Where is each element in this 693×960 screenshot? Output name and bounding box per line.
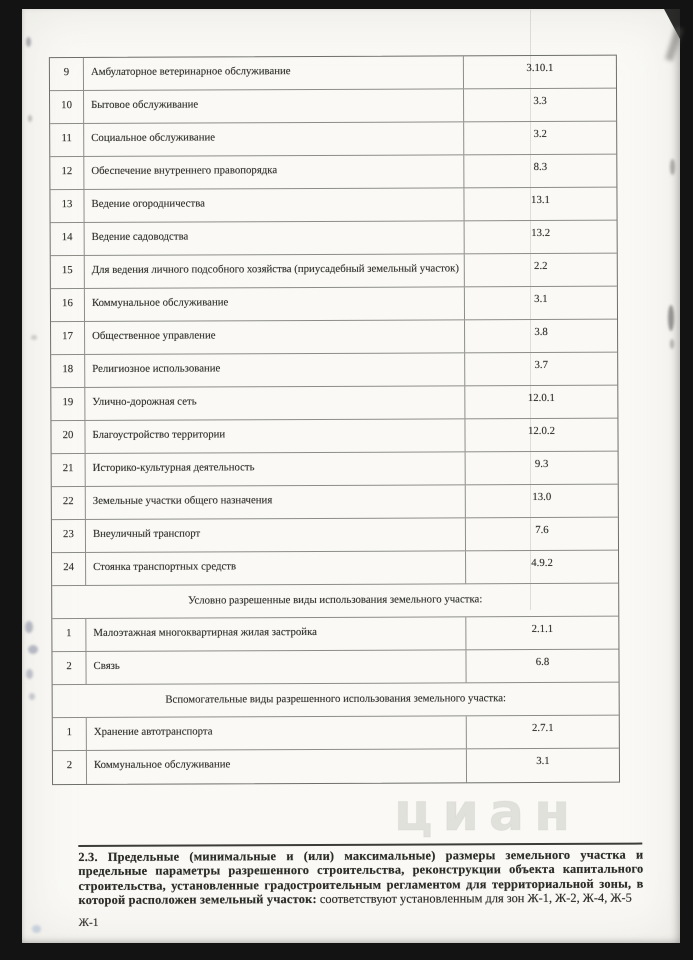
row-code-cell: 2.2	[534, 259, 548, 273]
row-code-cell: 3.1	[534, 292, 548, 306]
table-row	[51, 419, 617, 454]
row-label-cell: Улично-дорожная сеть	[85, 386, 465, 420]
row-code-cell: 3.8	[534, 325, 548, 339]
row-number-cell: 13	[50, 190, 84, 222]
paragraph-divider	[78, 843, 642, 847]
section-header-row	[53, 683, 619, 718]
margin-pencil-mark	[26, 669, 33, 679]
row-code-cell: 2.7.1	[531, 721, 554, 735]
row-label-cell: Внеуличный транспорт	[86, 518, 466, 552]
row-number-cell: 12	[50, 157, 84, 189]
table-row	[52, 485, 618, 520]
zone-footer-label: Ж-1	[78, 916, 99, 930]
table-row	[53, 749, 619, 784]
row-code-cell: 7.6	[535, 523, 549, 537]
row-number-cell: 16	[51, 289, 85, 321]
margin-smudge	[31, 335, 37, 340]
row-label-cell: Малоэтажная многоквартирная жилая застройка	[86, 617, 466, 651]
row-number-cell: 21	[52, 454, 86, 486]
edge-smudge	[670, 339, 674, 349]
row-number-cell: 2	[52, 652, 86, 684]
table-row	[50, 155, 616, 190]
table-row	[50, 56, 616, 91]
row-number-cell: 10	[50, 91, 84, 123]
row-number-cell: 18	[51, 355, 85, 387]
row-code-cell: 3.2	[533, 127, 547, 141]
row-code-cell: 12.0.2	[527, 424, 556, 438]
edge-smudge	[670, 159, 675, 175]
row-number-cell: 19	[51, 388, 85, 420]
row-label-cell: Коммунальное обслуживание	[87, 749, 467, 784]
row-code-cell: 3.1	[536, 754, 550, 768]
table-row	[51, 386, 617, 421]
row-number-cell: 22	[52, 487, 86, 519]
row-label-cell: Обеспечение внутреннего правопорядка	[84, 155, 464, 189]
margin-pencil-mark	[25, 621, 33, 633]
section-header-auxiliary-uses: Вспомогательные виды разрешенного использования земельного участка:	[165, 692, 507, 706]
row-code-cell: 13.1	[531, 193, 550, 207]
row-code-cell: 12.0.1	[527, 391, 555, 405]
row-label-cell: Благоустройство территории	[85, 419, 465, 453]
row-number-cell: 9	[50, 58, 84, 90]
row-label-cell: Для ведения личного подсобного хозяйства (приусадебный земельный участок)	[85, 254, 465, 288]
row-number-cell: 17	[51, 322, 85, 354]
row-number-cell: 20	[51, 421, 85, 453]
row-label-cell: Ведение огородничества	[84, 188, 464, 222]
margin-pencil-mark	[29, 693, 35, 700]
edge-smudge	[668, 305, 674, 331]
section-header-row	[52, 584, 618, 619]
table-row	[51, 287, 617, 322]
row-label-cell: Религиозное использование	[85, 353, 465, 387]
row-code-cell: 3.3	[533, 94, 547, 108]
document-page	[22, 9, 680, 943]
row-code-cell: 13.0	[532, 490, 552, 504]
table-row	[51, 320, 617, 355]
land-use-table	[49, 55, 620, 785]
table-row	[50, 89, 616, 124]
row-code-cell: 8.3	[533, 160, 548, 174]
margin-smudge	[26, 37, 31, 47]
row-label-cell: Земельные участки общего назначения	[86, 485, 466, 519]
row-label-cell: Бытовое обслуживание	[84, 89, 464, 123]
row-number-cell: 1	[53, 718, 87, 750]
table-row	[50, 122, 616, 157]
row-label-cell: Связь	[86, 650, 466, 684]
row-code-cell: 3.7	[534, 358, 548, 372]
row-label-cell: Коммунальное обслуживание	[85, 287, 465, 321]
paragraph-bold-text: 2.3. Предельные (минимальные и (или) максимальные) размеры земельного участка и предельные параметры разрешенного строительства, реконструкции объекта капитального строительства, установленные градостроительным регламентом для территориальной зоны, в которой расположен земельный участок:	[78, 847, 644, 907]
row-label-cell: Стоянка транспортных средств	[86, 551, 466, 585]
row-number-cell: 14	[51, 223, 85, 255]
row-number-cell: 15	[51, 256, 85, 288]
row-code-cell: 2.1.1	[531, 622, 554, 636]
row-code-cell: 13.2	[531, 226, 551, 240]
margin-pencil-mark	[28, 645, 38, 654]
table-row	[52, 617, 618, 652]
row-code-cell: 9.3	[534, 457, 549, 471]
row-number-cell: 24	[52, 553, 86, 585]
row-label-cell: Социальное обслуживание	[84, 122, 464, 156]
row-code-cell: 6.8	[535, 655, 550, 669]
cian-watermark: циан	[394, 783, 580, 843]
row-label-cell: Ведение садоводства	[85, 221, 465, 255]
table-row	[52, 650, 618, 685]
page-content	[22, 6, 684, 943]
table-row	[52, 518, 618, 553]
row-number-cell: 23	[52, 520, 86, 552]
table-row	[50, 188, 616, 223]
row-code-cell: 4.9.2	[531, 556, 553, 570]
row-number-cell: 11	[50, 124, 84, 156]
row-number-cell: 2	[53, 751, 87, 784]
table-row	[51, 254, 617, 289]
section-2-3-paragraph	[78, 848, 643, 908]
margin-smudge	[32, 925, 41, 933]
row-label-cell: Общественное управление	[85, 320, 465, 354]
row-label-cell: Историко-культурная деятельность	[86, 452, 466, 486]
paragraph-normal-text: соответствуют установленным для зон Ж-1, Ж-2, Ж-4, Ж-5	[316, 890, 632, 906]
margin-smudge	[28, 115, 32, 122]
row-number-cell: 1	[52, 619, 86, 651]
section-header-conditional-uses: Условно разрешенные виды использования земельного участка:	[188, 593, 483, 607]
table-row	[52, 551, 618, 586]
row-code-cell: 3.10.1	[526, 61, 554, 75]
row-label-cell: Хранение автотранспорта	[87, 716, 467, 750]
table-row	[51, 353, 617, 388]
table-row	[51, 221, 617, 256]
row-label-cell: Амбулаторное ветеринарное обслуживание	[84, 56, 464, 90]
table-row	[53, 716, 619, 751]
table-row	[52, 452, 618, 487]
